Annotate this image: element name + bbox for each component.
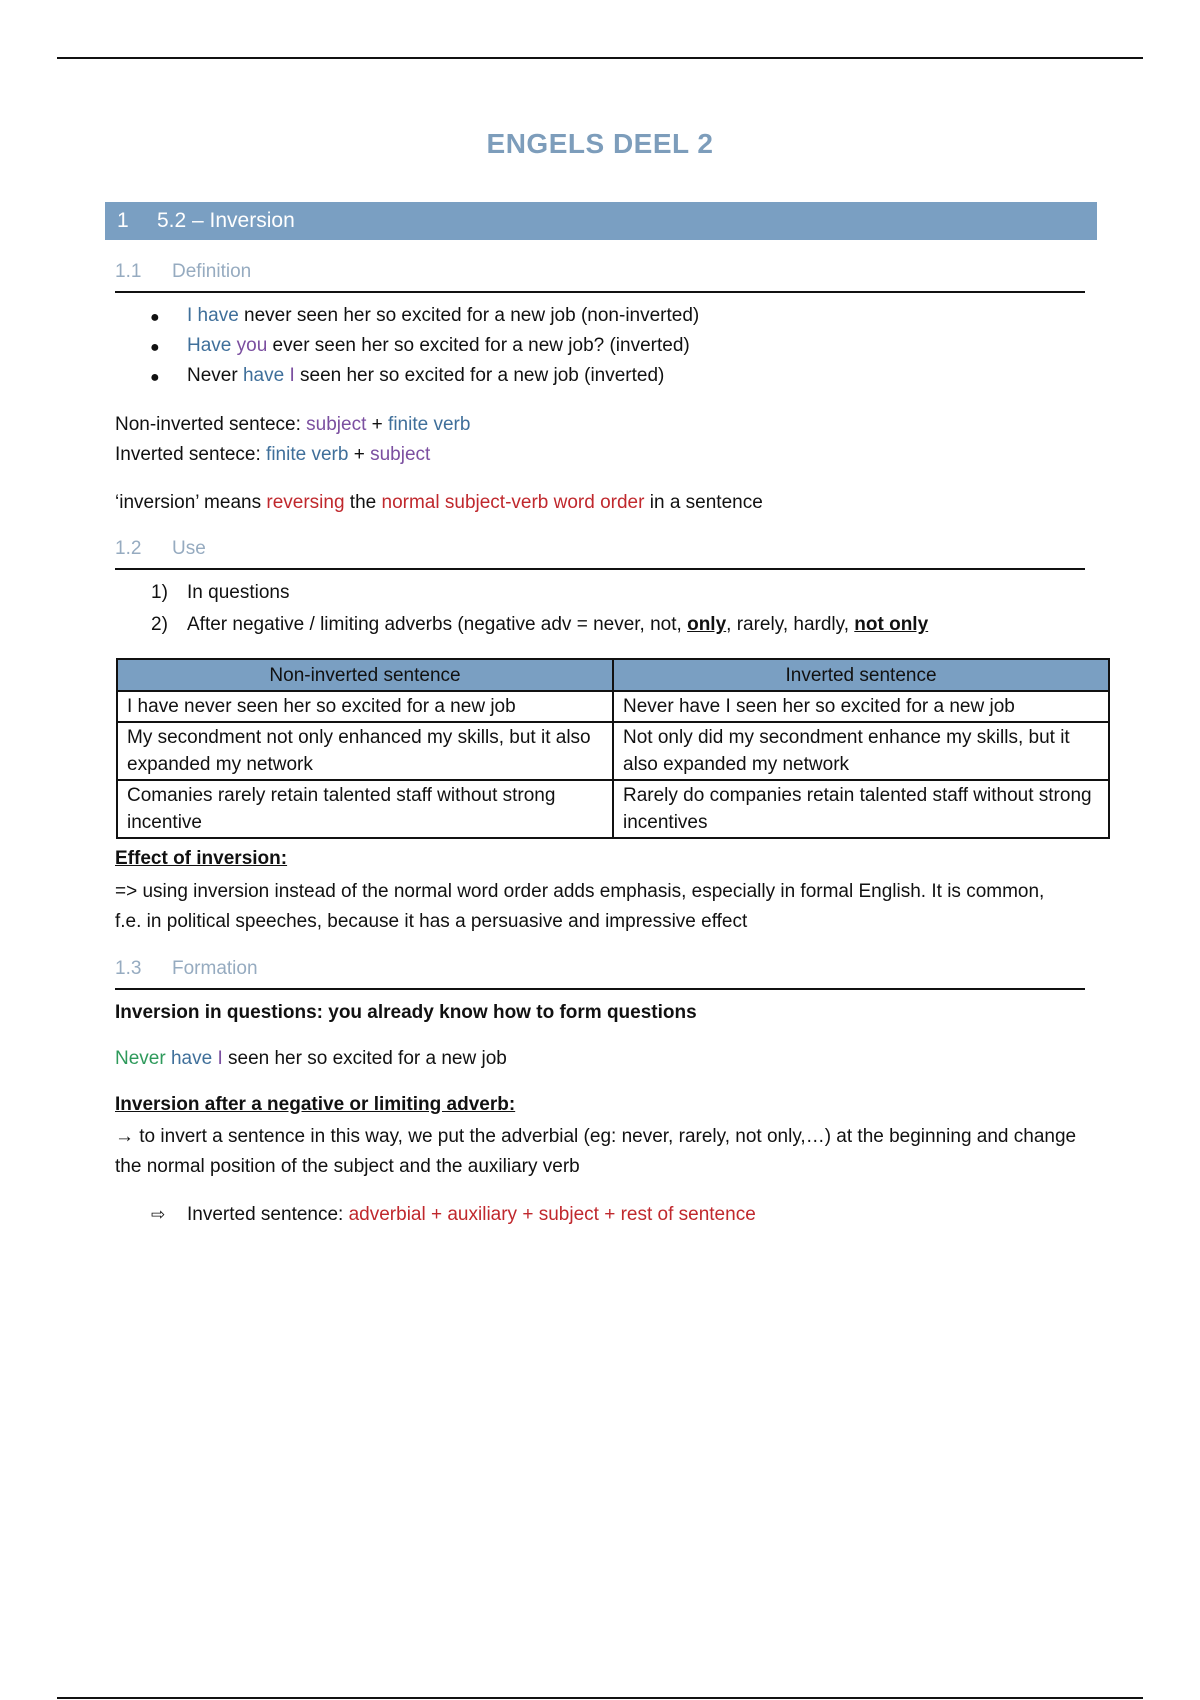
use-item-1: In questions [187,582,290,603]
table-header-row [117,659,1109,691]
table-row [117,722,1109,780]
table-cell: Not only did my secondment enhance my skills, but it also expanded my network [613,722,1109,780]
definition-bullet-3: Never have I seen her so excited for a new job (inverted) [187,365,665,386]
definition-bullet-1: I have never seen her so excited for a new job (non-inverted) [187,305,700,326]
definition-bullet-2: Have you ever seen her so excited for a new job? (inverted) [187,335,690,356]
bullet-icon: ● [150,309,160,326]
subheading-formation [115,958,1085,990]
bullet-icon: ● [150,369,160,386]
table-cell: Comanies rarely retain talented staff without strong incentive [117,780,613,838]
subheading-number: 1.1 [115,261,142,282]
inverted-sentence-formula: Inverted sentence: adverbial + auxiliary + subject + rest of sentence [187,1204,756,1225]
table-header: Inverted sentence [613,659,1109,691]
non-inverted-formula: Non-inverted sentece: subject + finite verb [115,414,471,435]
table-cell: My secondment not only enhanced my skills, but it also expanded my network [117,722,613,780]
inversion-meaning: ‘inversion’ means reversing the normal subject-verb word order in a sentence [115,492,763,513]
formation-example: Never have I seen her so excited for a new job [115,1048,507,1069]
bullet-icon: ● [150,339,160,356]
table-row [117,780,1109,838]
footer-rule [57,1697,1143,1699]
subheading-number: 1.2 [115,538,142,559]
section-heading-inversion [105,202,1097,240]
table-header: Non-inverted sentence [117,659,613,691]
effect-text: => using inversion instead of the normal word order adds emphasis, especially in formal English. It is common, f.e. in political speeches, because it has a persuasive and impressive effect [115,881,1045,932]
arrow-icon: → [115,1126,134,1147]
arrow-right-icon: ⇨ [151,1205,166,1224]
list-marker: 1) [151,582,168,603]
document-title: ENGELS DEEL 2 [486,128,714,159]
subheading-use [115,538,1085,570]
subheading-title: Use [172,538,206,559]
subheading-number: 1.3 [115,958,142,979]
table-cell: I have never seen her so excited for a new job [117,691,613,722]
list-marker: 2) [151,614,168,635]
section-number: 1 [117,209,129,232]
table-cell: Rarely do companies retain talented staff without strong incentives [613,780,1109,838]
table-row [117,691,1109,722]
inverted-formula: Inverted sentece: finite verb + subject [115,444,431,465]
header-rule [57,57,1143,59]
adverb-heading: Inversion after a negative or limiting adverb: [115,1094,516,1115]
subheading-title: Definition [172,261,252,282]
subheading-definition [115,261,1085,293]
use-item-2: After negative / limiting adverbs (negative adv = never, not, only, rarely, hardly, not only [187,614,929,635]
questions-heading: Inversion in questions: you already know how to form questions [115,1002,697,1023]
effect-heading: Effect of inversion: [115,848,288,869]
inversion-table [116,658,1110,839]
subheading-title: Formation [172,958,258,979]
section-title: 5.2 – Inversion [157,209,295,232]
table-cell: Never have I seen her so excited for a new job [613,691,1109,722]
adverb-explanation: → to invert a sentence in this way, we put the adverbial (eg: never, rarely, not only,…) at the beginning and change the normal position of the subject and the auxiliary verb [115,1126,1077,1177]
